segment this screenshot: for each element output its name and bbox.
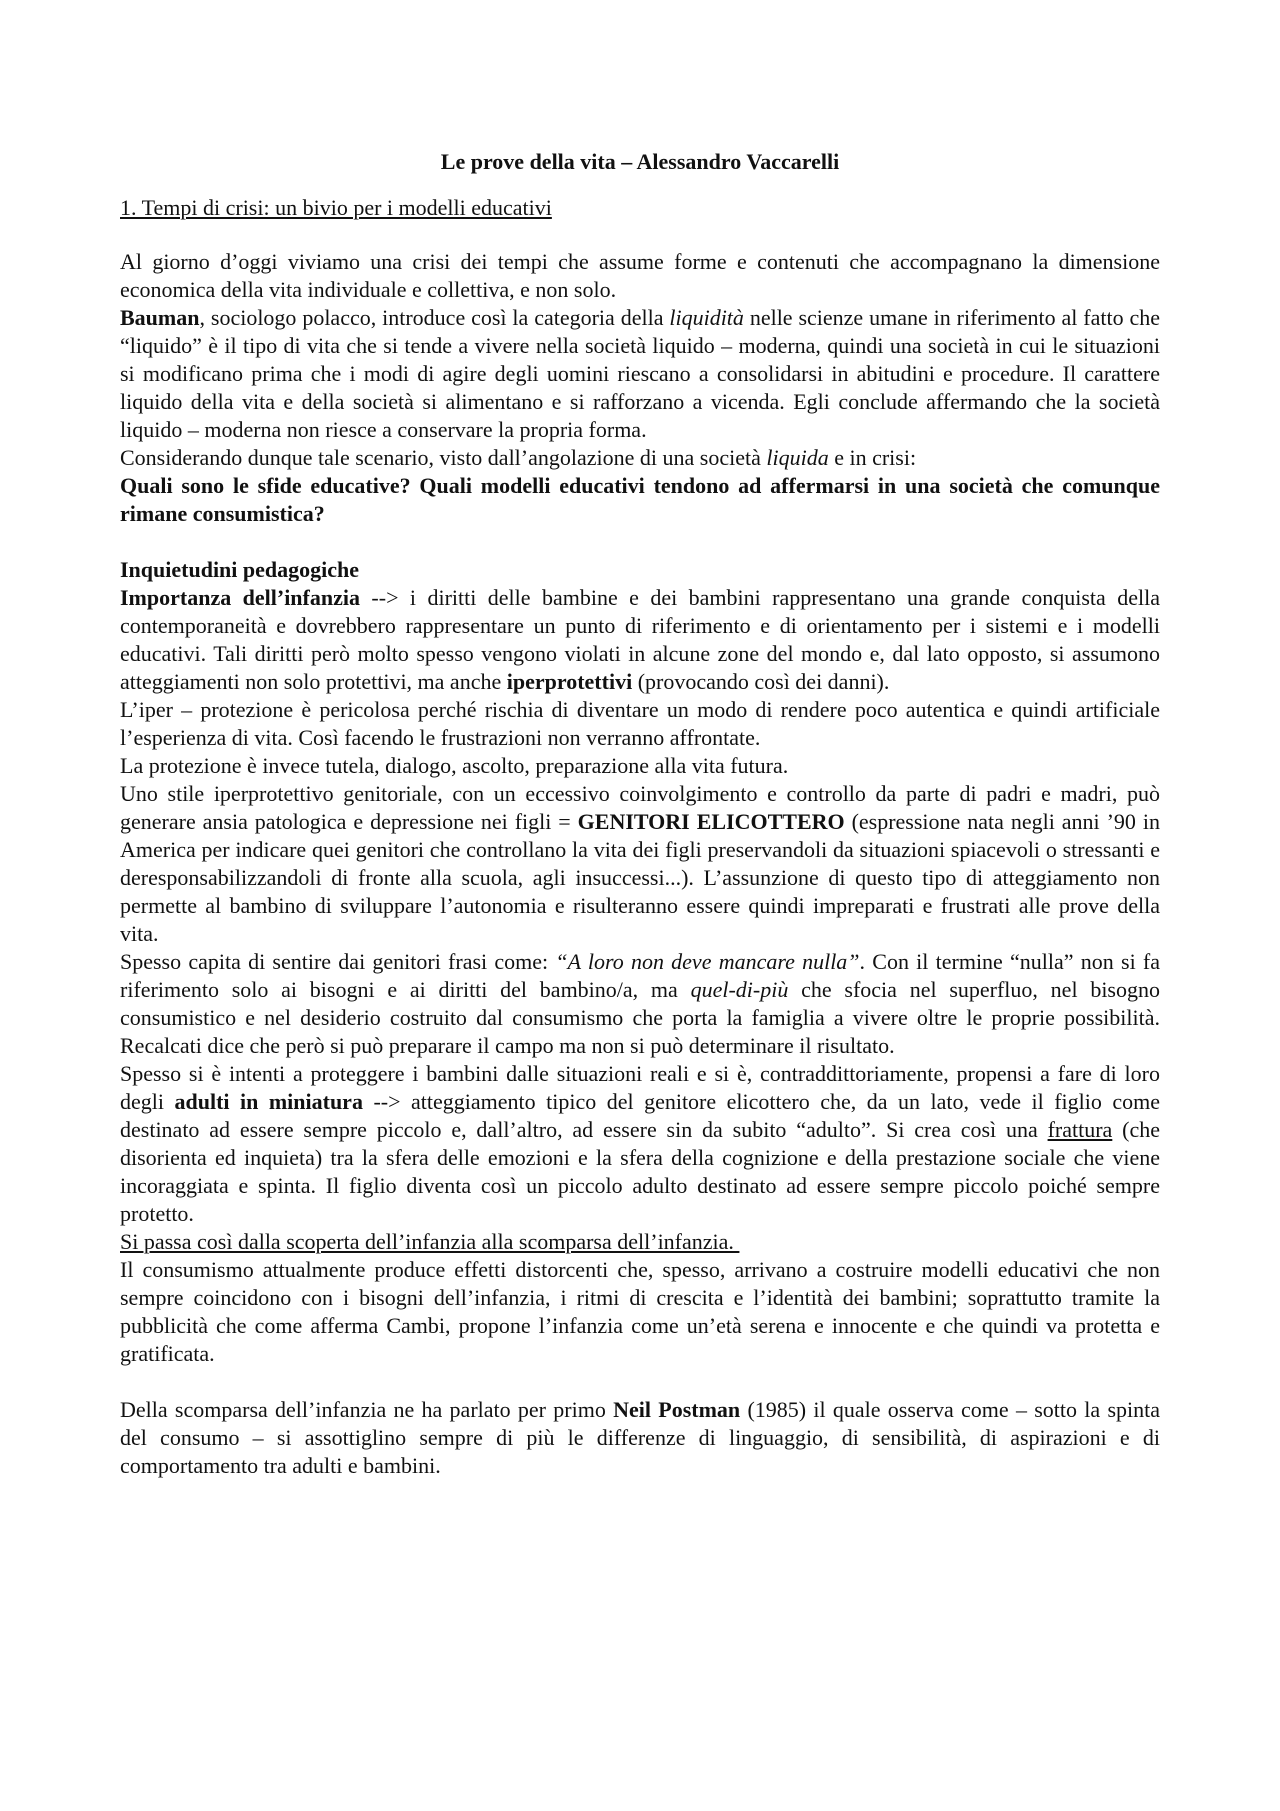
genitori-elicottero-term: GENITORI ELICOTTERO [577, 809, 845, 834]
spacer [120, 528, 1160, 556]
section-heading-1 [120, 194, 1160, 222]
paragraph-consumismo: Il consumismo attualmente produce effetti distorcenti che, spesso, arrivano a costruire modelli educativi che non sempre coincidono con i bisogni dell’infanzia, i ritmi di crescita e l’identità dei bambini; soprattutto tramite la pubblicità che come afferma Cambi, propone l’infanzia come un’età serena e innocente e che quindi va protetta e gratificata. [120, 1257, 1160, 1366]
paragraph-crisis-intro: Al giorno d’oggi viviamo una crisi dei tempi che assume forme e contenuti che accompagnano la dimensione economica della vita individuale e collettiva, e non solo. [120, 249, 1160, 302]
paragraph-scomparsa [120, 1228, 1160, 1256]
quote-nulla: “A loro non deve mancare nulla” [555, 949, 860, 974]
spacer [120, 1368, 1160, 1396]
paragraph-adulti-miniatura: Spesso si è intenti a proteggere i bambini dalle situazioni reali e si è, contraddittoriamente, propensi a fare di loro degli adulti in miniatura --> atteggiamento tipico del genitore elicottero che, da un lato, vede il figlio come destinato ad essere sempre piccolo e, dall’altro, ad essere sin da subito “adulto”. Si crea così una frattura (che disorienta ed inquieta) tra la sfera delle emozioni e la sfera della cognizione e della prestazione sociale che viene incoraggiata e spinta. Il figlio diventa così un piccolo adulto destinato ad essere sempre piccolo poiché sempre protetto. [120, 1061, 1160, 1226]
iperprotettivi-term: iperprotettivi [506, 669, 633, 694]
paragraph-bauman: Bauman, sociologo polacco, introduce così la categoria della liquidità nelle scienze umane in riferimento al fatto che “liquido” è il tipo di vita che si tende a vivere nella società liquido – moderna, quindi una società in cui le situazioni si modificano prima che i modi di agire degli uomini riescano a consolidarsi in abitudini e procedure. Il carattere liquido della vita e della società si alimentano e si rafforzano a vicenda. Egli conclude affermando che la società liquido – moderna non riesce a conservare la propria forma. [120, 305, 1160, 442]
paragraph-postman: Della scomparsa dell’infanzia ne ha parlato per primo Neil Postman (1985) il quale osserva come – sotto la spinta del consumo – si assottiglino sempre di più le differenze di linguaggio, di sensibilità, di aspirazioni e di comportamento tra adulti e bambini. [120, 1397, 1161, 1478]
importanza-infanzia: Importanza dell’infanzia [120, 585, 360, 610]
document-title: Le prove della vita – Alessandro Vaccarelli [440, 149, 840, 174]
bauman-name: Bauman [120, 305, 200, 330]
liquida-term: liquida [766, 445, 829, 470]
paragraph-genitori-elicottero: Uno stile iperprotettivo genitoriale, con un eccessivo coinvolgimento e controllo da parte di padri e madri, può generare ansia patologica e depressione nei figli = GENITORI ELICOTTERO (espressione nata negli anni ’90 in America per indicare quei genitori che controllano la vita dei figli preservandoli da situazioni spiacevoli o stressanti e deresponsabilizzandoli di fronte alla scuola, agli insuccessi...). L’assunzione di questo tipo di atteggiamento non permette al bambino di sviluppare l’autonomia e risulteranno essere quindi impreparati e frustrati alle prove della vita. [120, 781, 1160, 946]
paragraph-iperprotezione: L’iper – protezione è pericolosa perché rischia di diventare un modo di rendere poco autentica e quindi artificiale l’esperienza di vita. Così facendo le frustrazioni non verranno affrontate. [120, 697, 1160, 750]
paragraph-protezione: La protezione è invece tutela, dialogo, ascolto, preparazione alla vita futura. [120, 753, 789, 778]
section-heading-2: Inquietudini pedagogiche [120, 557, 360, 582]
neil-postman-name: Neil Postman [613, 1397, 741, 1422]
frattura-term: frattura [1047, 1117, 1113, 1142]
liquidita-term: liquidità [669, 305, 744, 330]
paragraph-question: Quali sono le sfide educative? Quali modelli educativi tendono ad affermarsi in una società che comunque rimane consumistica? [120, 473, 1160, 526]
scomparsa-underlined: Si passa così dalla scoperta dell’infanzia alla scomparsa dell’infanzia. [120, 1229, 740, 1254]
paragraph-nulla: Spesso capita di sentire dai genitori frasi come: “A loro non deve mancare nulla”. Con il termine “nulla” non si fa riferimento solo ai bisogni e ai diritti del bambino/a, ma quel-di-più che sfocia nel superfluo, nel bisogno consumistico e nel desiderio costruito dal consumismo che porta la famiglia a vivere oltre le proprie possibilità. Recalcati dice che però si può preparare il campo ma non si può determinare il risultato. [120, 949, 1161, 1058]
adulti-miniatura-term: adulti in miniatura [174, 1089, 363, 1114]
document-page [120, 148, 1160, 1480]
quel-di-piu-term: quel-di-più [690, 977, 789, 1002]
paragraph-scenario: Considerando dunque tale scenario, visto dall’angolazione di una società liquida e in crisi: [120, 445, 917, 470]
paragraph-infanzia: Importanza dell’infanzia --> i diritti delle bambine e dei bambini rappresentano una grande conquista della contemporaneità e dovrebbero rappresentare un punto di riferimento e di orientamento per i sistemi e i modelli educativi. Tali diritti però molto spesso vengono violati in alcune zone del mondo e, dal lato opposto, si assumono atteggiamenti non solo protettivi, ma anche iperprotettivi (provocando così dei danni). [120, 585, 1160, 694]
section-heading-1-text: 1. Tempi di crisi: un bivio per i modelli educativi [120, 195, 552, 220]
